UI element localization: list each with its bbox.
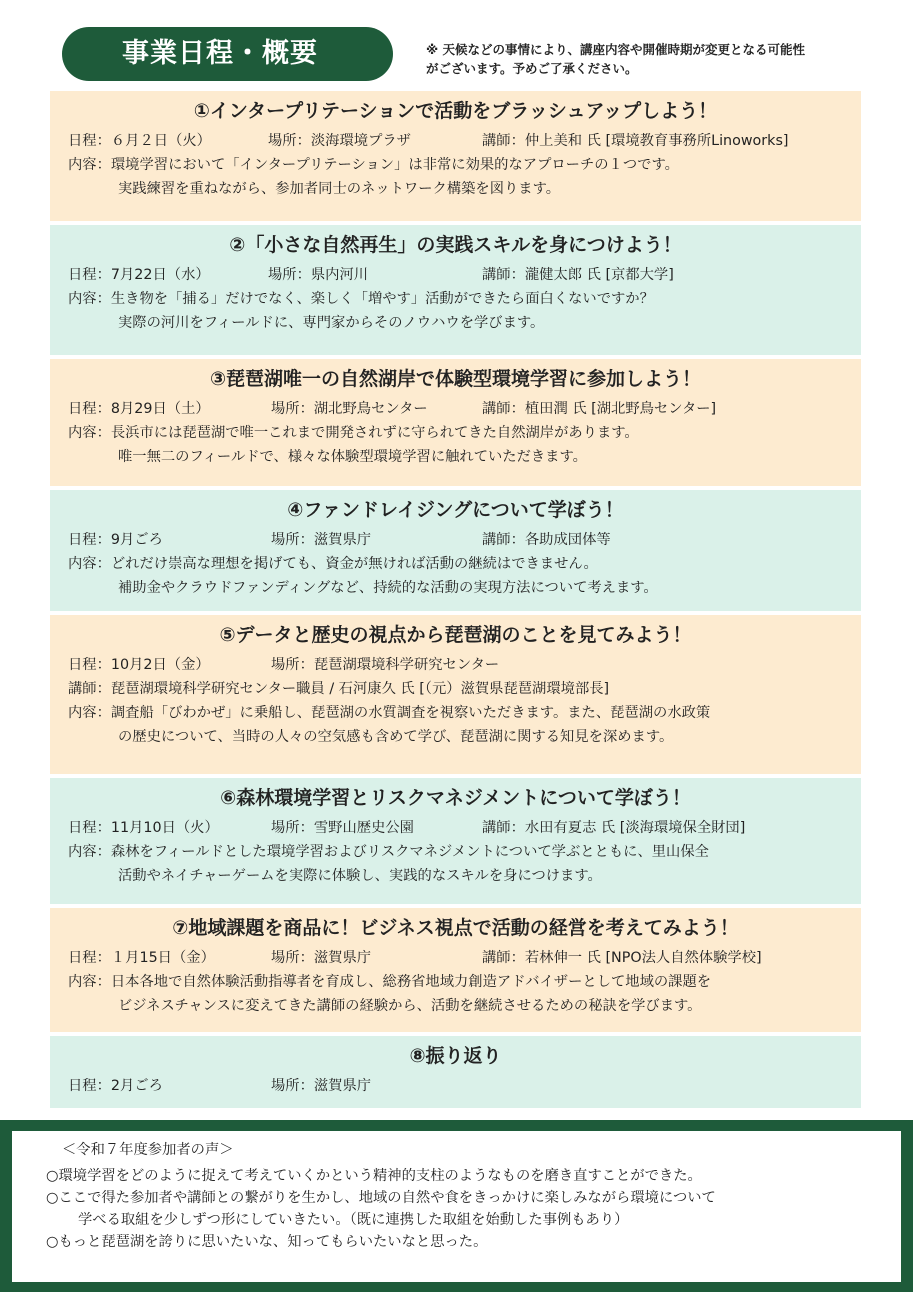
session-content: 内容：生き物を「捕る」だけでなく、楽しく「増やす」活動ができたら面白くないですか？ xyxy=(68,291,654,307)
schedule-notice xyxy=(426,40,866,78)
session-content: 実際の河川をフィールドに、専門家からそのノウハウを学びます。 xyxy=(118,315,545,331)
session-content: 内容：長浜市には琵琶湖で唯一これまで開発されずに守られてきた自然湖岸があります。 xyxy=(68,425,639,441)
voices-heading: ＜令和７年度参加者の声＞ xyxy=(62,1142,234,1158)
session-date: 日程：9月ごろ xyxy=(68,532,163,548)
session-3 xyxy=(50,359,861,486)
session-place: 場所：雪野山歴史公園 xyxy=(271,820,414,836)
notice-line: がございます。予めご了承ください。 xyxy=(426,61,638,76)
session-date: 日程：11月10日（火） xyxy=(68,820,219,836)
session-content: 内容：どれだけ崇高な理想を掲げても、資金が無ければ活動の継続はできません。 xyxy=(68,556,598,572)
session-7 xyxy=(50,908,861,1032)
notice-line: ※ 天候などの事情により、講座内容や開催時期が変更となる可能性 xyxy=(426,42,806,57)
session-title: ③琵琶湖唯一の自然湖岸で体験型環境学習に参加しよう！ xyxy=(209,368,702,390)
session-lecturer: 講師：瀧健太郎 氏 [京都大学] xyxy=(482,267,674,283)
session-place: 場所：淡海環境プラザ xyxy=(268,133,411,149)
session-place: 場所：県内河川 xyxy=(268,267,369,283)
session-date: 日程：６月２日（火） xyxy=(68,133,211,149)
session-content: 内容：調査船「びわかぜ」に乗船し、琵琶湖の水質調査を視察いただきます。また、琵琶湖の水政策 xyxy=(68,705,711,721)
session-place: 場所：滋賀県庁 xyxy=(271,532,372,548)
session-date: 日程：10月2日（金） xyxy=(68,657,210,673)
session-1 xyxy=(50,91,861,221)
session-6 xyxy=(50,778,861,904)
session-title: ⑧振り返り xyxy=(409,1045,502,1067)
session-info-row xyxy=(68,946,861,970)
session-content: 実践練習を重ねながら、参加者同士のネットワーク構築を図ります。 xyxy=(118,181,561,197)
session-8 xyxy=(50,1036,861,1108)
voice-item: ○もっと琵琶湖を誇りに思いたいな、知ってもらいたいなと思った。 xyxy=(46,1234,488,1250)
session-title: ②「小さな自然再生」の実践スキルを身につけよう！ xyxy=(229,234,682,256)
session-date: 日程：2月ごろ xyxy=(68,1078,163,1094)
session-info-row xyxy=(68,528,861,552)
session-4 xyxy=(50,490,861,611)
session-5 xyxy=(50,615,861,774)
session-lecturer: 講師：仲上美和 氏 [環境教育事務所Linoworks] xyxy=(482,133,789,149)
session-title: ①インタープリテーションで活動をブラッシュアップしよう！ xyxy=(193,100,718,122)
voice-item: ○環境学習をどのように捉えて考えていくかという精神的支柱のようなものを磨き直すことができた。 xyxy=(46,1168,702,1184)
session-content: 内容：森林をフィールドとした環境学習およびリスクマネジメントについて学ぶとともに、里山保全 xyxy=(68,844,709,860)
session-place: 場所：滋賀県庁 xyxy=(271,1078,372,1094)
session-date: 日程：１月15日（金） xyxy=(68,950,215,966)
session-content: 内容：日本各地で自然体験活動指導者を育成し、総務省地域力創造アドバイザーとして地域の課題を xyxy=(68,974,712,990)
session-title: ⑦地域課題を商品に！ビジネス視点で活動の経営を考えてみよう！ xyxy=(172,917,739,939)
session-info-row xyxy=(68,263,861,287)
participant-voices-frame xyxy=(0,1120,913,1292)
session-place: 場所：湖北野鳥センター xyxy=(271,401,428,417)
session-lecturer: 講師：若林伸一 氏 [NPO法人自然体験学校] xyxy=(482,950,762,966)
session-info-row xyxy=(68,1074,861,1098)
session-lecturer: 講師：各助成団体等 xyxy=(482,532,611,548)
session-content: の歴史について、当時の人々の空気感も含めて学び、琵琶湖に関する知見を深めます。 xyxy=(118,729,674,745)
session-date: 日程：7月22日（水） xyxy=(68,267,210,283)
session-info-row xyxy=(68,653,861,677)
session-content: ビジネスチャンスに変えてきた講師の経験から、活動を継続させるための秘訣を学びます。 xyxy=(118,998,702,1014)
session-content: 内容：環境学習において「インタープリテーション」は非常に効果的なアプローチの１つです。 xyxy=(68,157,679,173)
session-lecturer: 講師：水田有夏志 氏 [淡海環境保全財団] xyxy=(482,820,746,836)
voice-item-continued: 学べる取組を少しずつ形にしていきたい。（既に連携した取組を始動した事例もあり） xyxy=(78,1212,629,1228)
page-title: 事業日程・概要 xyxy=(62,27,393,81)
session-info-row xyxy=(68,816,861,840)
session-date: 日程：8月29日（土） xyxy=(68,401,210,417)
voice-item: ○ここで得た参加者や講師との繋がりを生かし、地域の自然や食をきっかけに楽しみながら環境について xyxy=(46,1190,716,1206)
session-place: 場所：滋賀県庁 xyxy=(271,950,372,966)
session-title: ⑤データと歴史の視点から琵琶湖のことを見てみよう！ xyxy=(219,624,692,646)
session-lecturer: 講師：琵琶湖環境科学研究センター職員 / 石河康久 氏 [（元）滋賀県琵琶湖環境部長] xyxy=(68,681,610,697)
session-title: ④ファンドレイジングについて学ぼう！ xyxy=(287,499,624,521)
session-2 xyxy=(50,225,861,355)
participant-voices-box xyxy=(12,1131,901,1282)
session-content: 活動やネイチャーゲームを実際に体験し、実践的なスキルを身につけます。 xyxy=(118,868,602,884)
session-content: 補助金やクラウドファンディングなど、持続的な活動の実現方法について考えます。 xyxy=(118,580,658,596)
session-place: 場所：琵琶湖環境科学研究センター xyxy=(271,657,500,673)
session-title: ⑥森林環境学習とリスクマネジメントについて学ぼう！ xyxy=(220,787,691,809)
session-content: 唯一無二のフィールドで、様々な体験型環境学習に触れていただきます。 xyxy=(118,449,587,465)
session-lecturer: 講師：植田潤 氏 [湖北野鳥センター] xyxy=(482,401,717,417)
session-info-row xyxy=(68,397,861,421)
session-info-row xyxy=(68,129,861,153)
